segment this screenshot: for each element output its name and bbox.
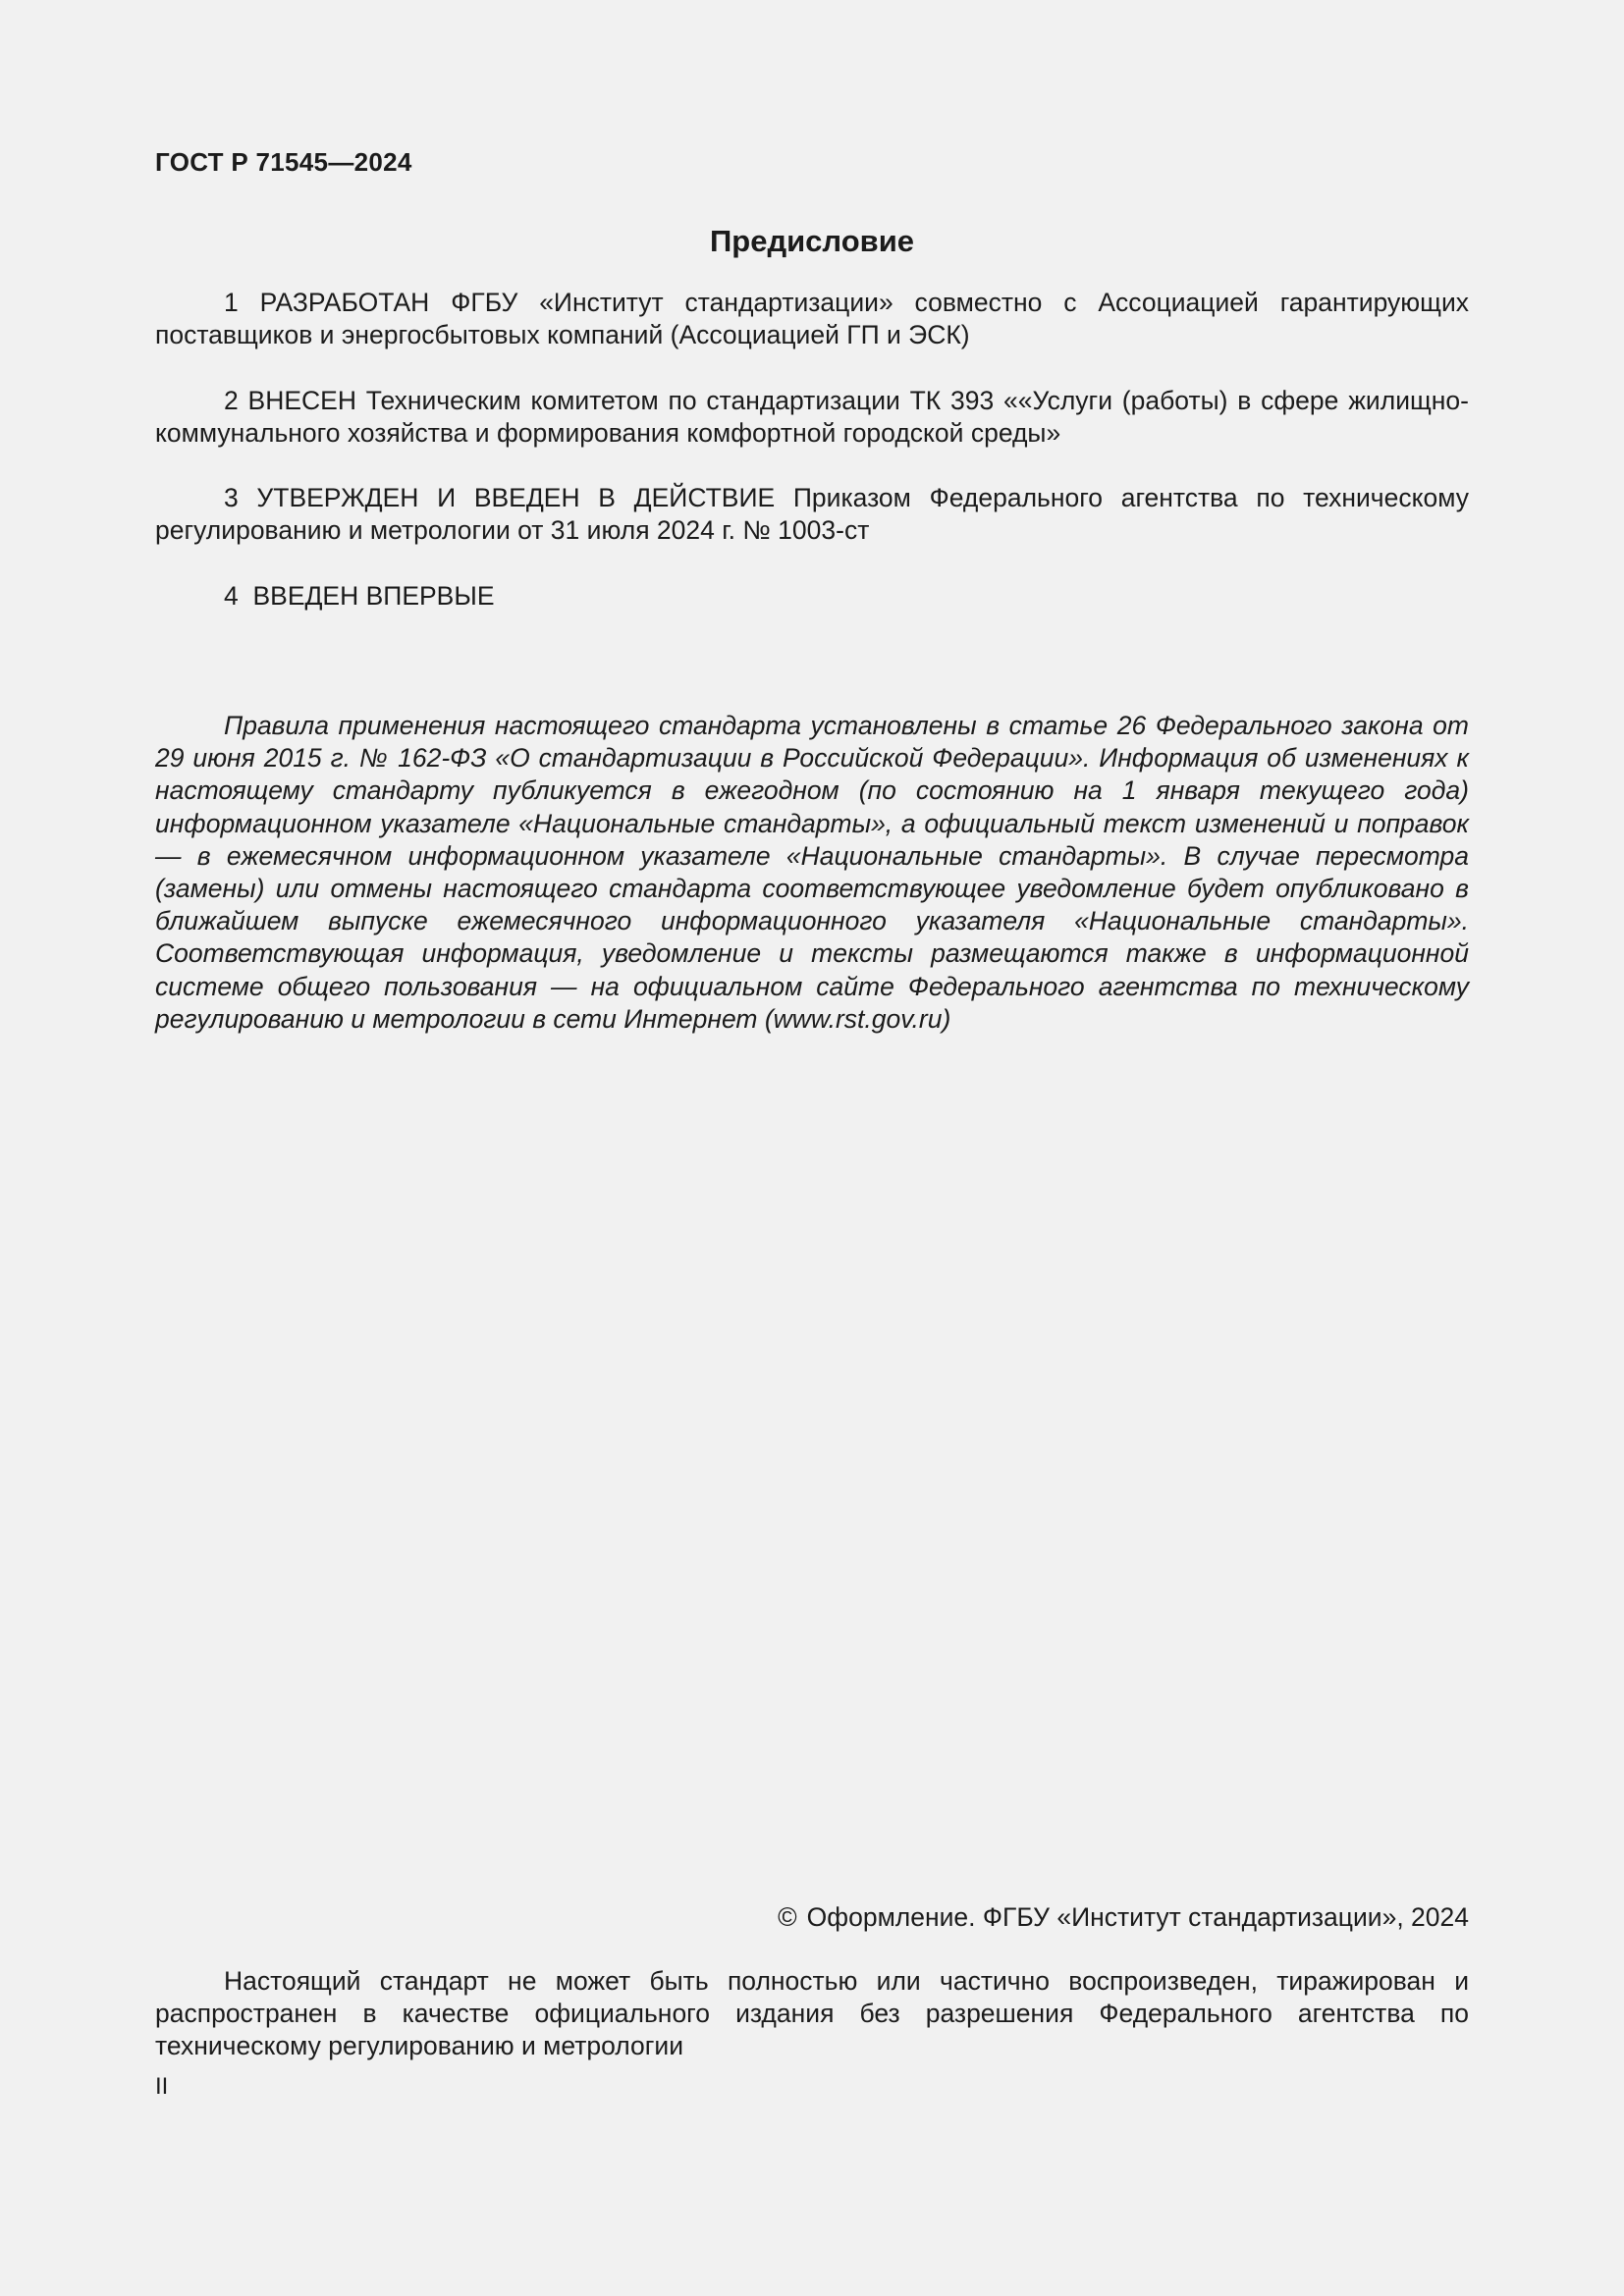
copyright-symbol: ©	[778, 1902, 797, 1932]
preface-title: Предисловие	[709, 224, 914, 258]
preface-item-developed: 1 РАЗРАБОТАН ФГБУ «Институт стандартизации» совместно с Ассоциацией гарантирующих поставщиков и энергосбытовых компаний (Ассоциацией ГП и ЭСК)	[155, 288, 1469, 349]
page-number: II	[155, 2073, 169, 2100]
document-page	[155, 0, 1469, 2296]
copyright-text: Оформление. ФГБУ «Институт стандартизации», 2024	[806, 1902, 1469, 1932]
rules-of-application-note: Правила применения настоящего стандарта установлены в статье 26 Федерального закона от 29 июня 2015 г. № 162-ФЗ «О стандартизации в Российской Федерации». Информация об изменениях к настоящему стандарту публикуется в ежегодном (по состоянию на 1 января текущего года) информационном указателе «Национальные стандарты», а официальный текст изменений и поправок — в ежемесячном информационном указателе «Национальные стандарты». В случае пересмотра (замены) или отмены настоящего стандарта соответствующее уведомление будет опубликовано в ближайшем выпуске ежемесячного информационного указателя «Национальные стандарты». Соответствующая информация, уведомление и тексты размещаются также в информационной системе общего пользования — на официальном сайте Федерального агентства по техническому регулированию и метрологии в сети Интернет (www.rst.gov.ru)	[155, 711, 1469, 1034]
preface-item-approved: 3 УТВЕРЖДЕН И ВВЕДЕН В ДЕЙСТВИЕ Приказом Федерального агентства по техническому регулированию и метрологии от 31 июля 2024 г. № 1003-ст	[155, 483, 1469, 545]
document-code: ГОСТ Р 71545—2024	[155, 147, 412, 177]
preface-item-introduced: 2 ВНЕСЕН Техническим комитетом по стандартизации ТК 393 ««Услуги (работы) в сфере жилищно-коммунального хозяйства и формирования комфортной городской среды»	[155, 386, 1469, 448]
preface-item-first-introduced: 4 ВВЕДЕН ВПЕРВЫЕ	[224, 581, 495, 611]
reproduction-restriction-note: Настоящий стандарт не может быть полностью или частично воспроизведен, тиражирован и распространен в качестве официального издания без разрешения Федерального агентства по техническому регулированию и метрологии	[155, 1966, 1469, 2060]
copyright-line	[155, 1901, 1469, 1934]
